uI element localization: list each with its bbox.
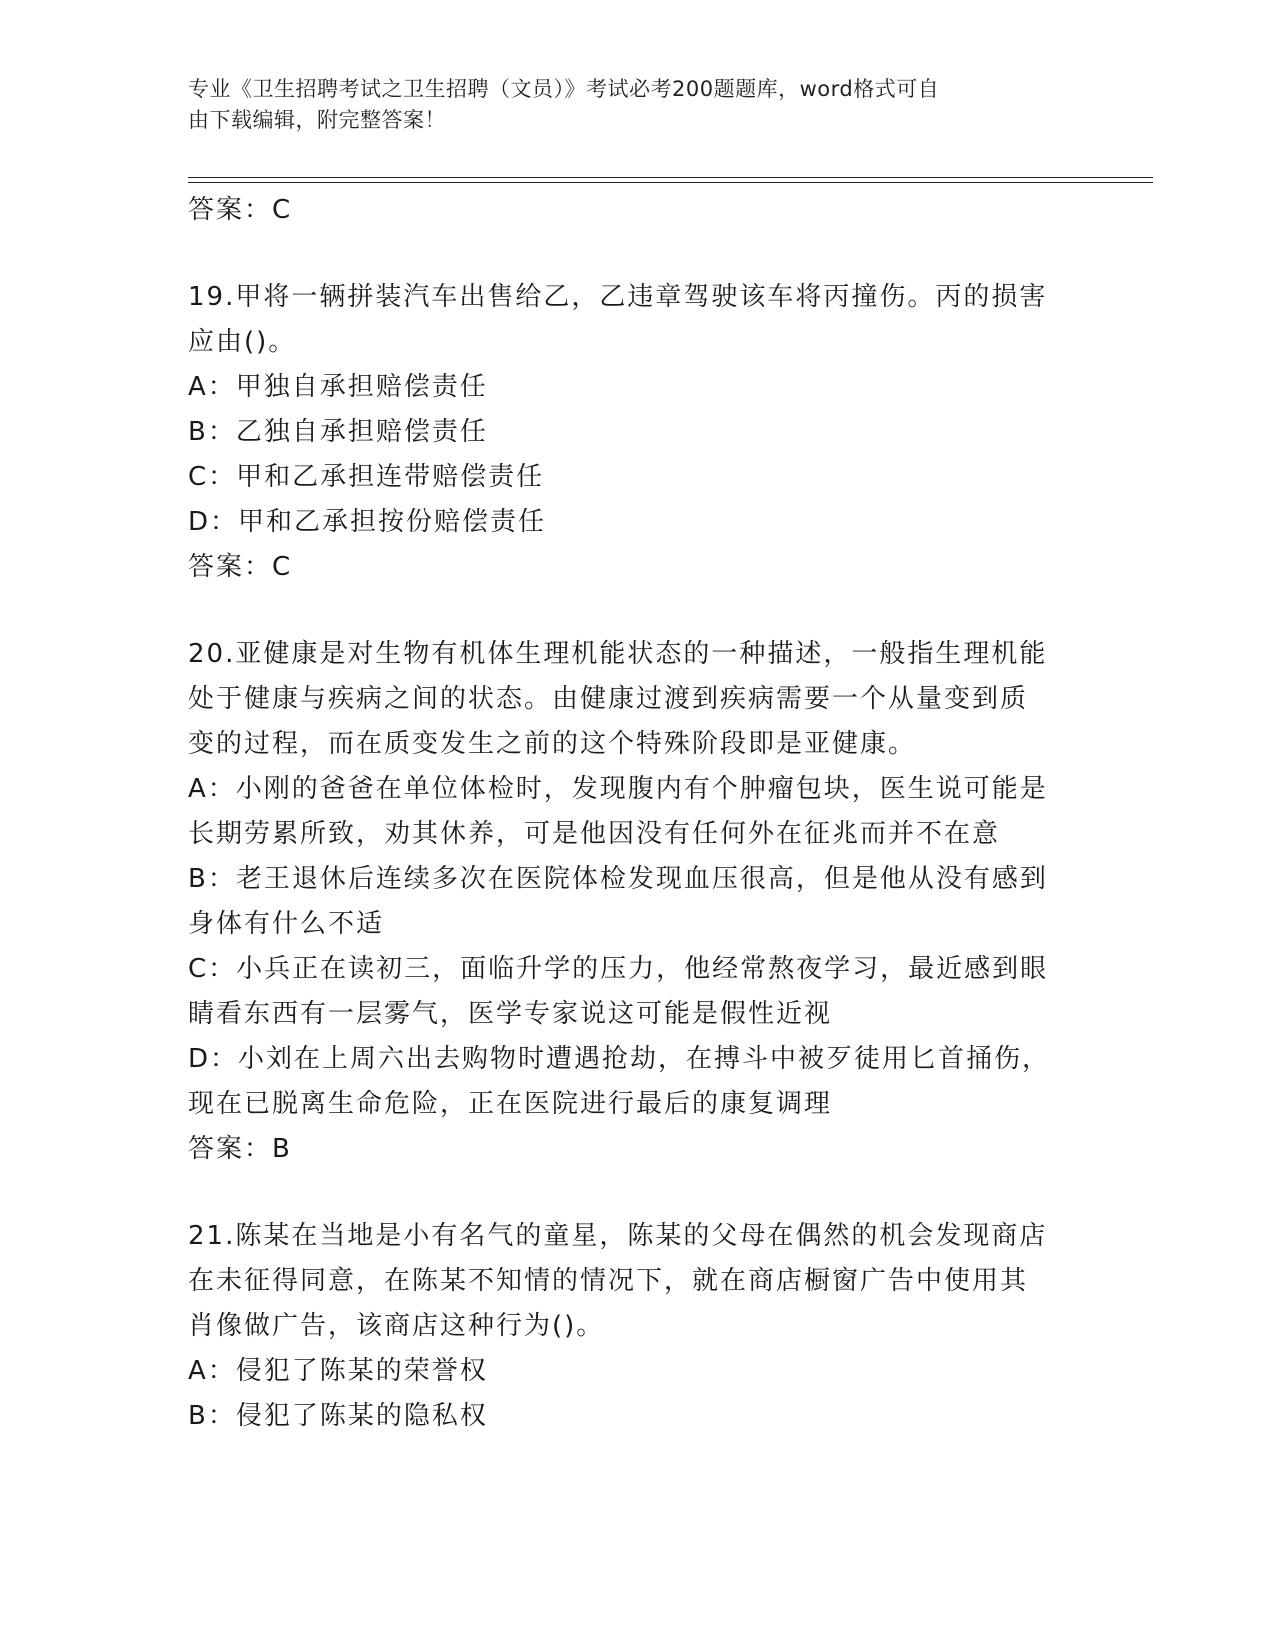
option-a: A：侵犯了陈某的荣誉权 [188,1356,488,1386]
document-header [188,74,1068,136]
document-body [188,188,1088,1439]
option-d: D：甲和乙承担按份赔偿责任 [188,507,547,537]
option-b [188,857,1088,947]
option-b: B：乙独自承担赔偿责任 [188,417,488,447]
spacer [188,233,1088,275]
option-line: A：小刚的爸爸在单位体检时，发现腹内有个肿瘤包块，医生说可能是 [188,774,1048,804]
stem-line: 20.亚健康是对生物有机体生理机能状态的一种描述，一般指生理机能 [188,639,1048,669]
option-line: 长期劳累所致，劝其休养，可是他因没有任何外在征兆而并不在意 [188,819,1001,849]
question-stem [188,632,1088,767]
answer: 答案：B [188,1134,292,1164]
question-stem [188,1214,1088,1349]
option-line: C：小兵正在读初三，面临升学的压力，他经常熬夜学习，最近感到眼 [188,954,1049,984]
option-a: A：甲独自承担赔偿责任 [188,372,488,402]
previous-answer: 答案：C [188,195,293,225]
stem-line: 21.陈某在当地是小有名气的童星，陈某的父母在偶然的机会发现商店 [188,1221,1048,1251]
header-rule-bottom [188,182,1153,183]
option-b: B：侵犯了陈某的隐私权 [188,1401,488,1431]
spacer [188,1172,1088,1214]
option-line: 身体有什么不适 [188,909,385,939]
option-line: 现在已脱离生命危险，正在医院进行最后的康复调理 [188,1089,833,1119]
option-d [188,1037,1088,1127]
option-line: B：老王退休后连续多次在医院体检发现血压很高，但是他从没有感到 [188,864,1048,894]
stem-line: 在未征得同意，在陈某不知情的情况下，就在商店橱窗广告中使用其 [188,1266,1029,1296]
header-rule-top [188,177,1153,178]
stem-line: 应由()。 [188,327,297,357]
stem-line: 变的过程，而在质变发生之前的这个特殊阶段即是亚健康。 [188,729,917,759]
option-line: 睛看东西有一层雾气，医学专家说这可能是假性近视 [188,999,833,1029]
option-line: D：小刘在上周六出去购物时遭遇抢劫，在搏斗中被歹徒用匕首捅伤， [188,1044,1051,1074]
question-20 [188,632,1088,1172]
header-line-2: 由下载编辑，附完整答案！ [188,108,446,132]
option-c [188,947,1088,1037]
option-c: C：甲和乙承担连带赔偿责任 [188,462,545,492]
header-line-1: 专业《卫生招聘考试之卫生招聘（文员）》考试必考200题题库，word格式可自 [188,77,940,101]
question-stem [188,275,1088,365]
question-21 [188,1214,1088,1439]
spacer [188,590,1088,632]
stem-line: 19.甲将一辆拼装汽车出售给乙，乙违章驾驶该车将丙撞伤。丙的损害 [188,282,1048,312]
question-19 [188,275,1088,590]
stem-line: 肖像做广告，该商店这种行为()。 [188,1311,605,1341]
option-a [188,767,1088,857]
answer: 答案：C [188,552,293,582]
stem-line: 处于健康与疾病之间的状态。由健康过渡到疾病需要一个从量变到质 [188,684,1029,714]
